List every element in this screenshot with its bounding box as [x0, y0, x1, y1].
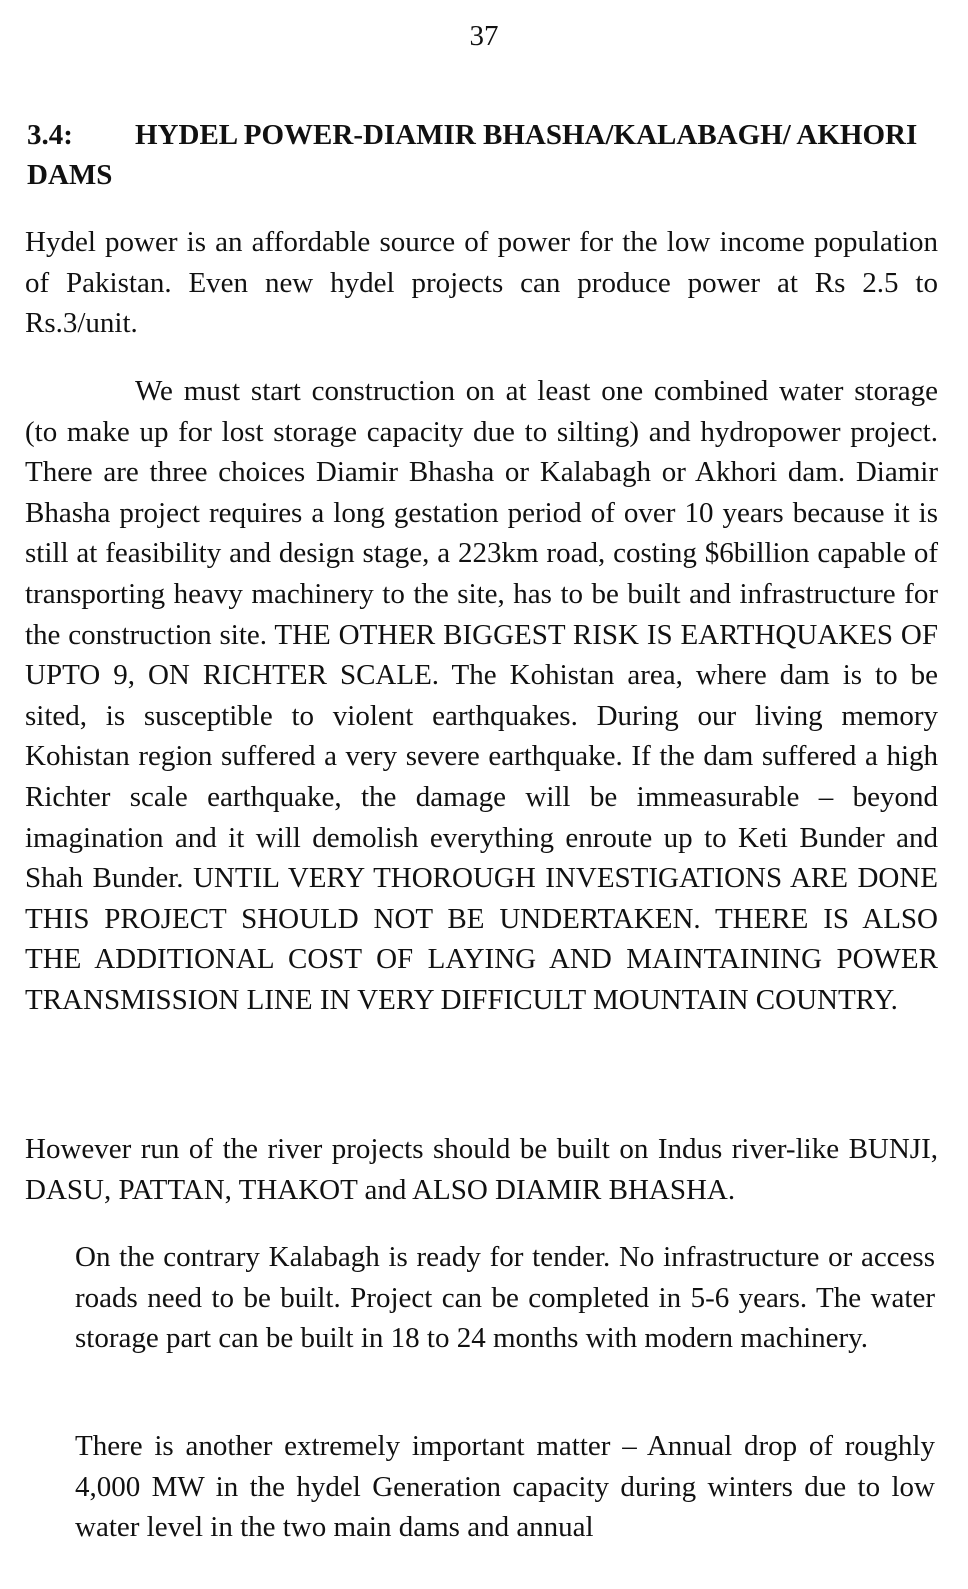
section-heading: [27, 115, 937, 195]
paragraph-annual-drop: There is another extremely important matter – Annual drop of roughly 4,000 MW in the hydel Generation capacity during winters due to low water level in the two main dams and annual: [75, 1430, 935, 1544]
section-title: HYDEL POWER-DIAMIR BHASHA/KALABAGH/ AKHORI DAMS: [27, 119, 918, 191]
section-number: 3.4:: [27, 119, 73, 151]
paragraph-hydel-affordable: Hydel power is an affordable source of power for the low income population of Pakistan. Even new hydel projects can produce power at Rs 2.5 to Rs.3/unit.: [25, 226, 938, 340]
paragraph-dam-choices: We must start construction on at least one combined water storage (to make up for lost storage capacity due to silting) and hydropower project. There are three choices Diamir Bhasha or Kalabagh or Akhori dam. Diamir Bhasha project requires a long gestation period of over 10 years because it is still at feasibility and design stage, a 223km road, costing $6billion capable of transporting heavy machinery to the site, has to be built and infrastructure for the construction site. THE OTHER BIGGEST RISK IS EARTHQUAKES OF UPTO 9, ON RICHTER SCALE. The Kohistan area, where dam is to be sited, is susceptible to violent earthquakes. During our living memory Kohistan region suffered a very severe earthquake. If the dam suffered a high Richter scale earthquake, the damage will be immeasurable – beyond imagination and it will demolish everything enroute up to Keti Bunder and Shah Bunder. UNTIL VERY THOROUGH INVESTIGATIONS ARE DONE THIS PROJECT SHOULD NOT BE UNDERTAKEN. THERE IS ALSO THE ADDITIONAL COST OF LAYING AND MAINTAINING POWER TRANSMISSION LINE IN VERY DIFFICULT MOUNTAIN COUNTRY.: [25, 375, 938, 1016]
page-number: 37: [469, 20, 499, 52]
paragraph-run-of-river: However run of the river projects should be built on Indus river-like BUNJI, DASU, PATTAN, THAKOT and ALSO DIAMIR BHASHA.: [25, 1133, 938, 1206]
paragraph-kalabagh-ready: On the contrary Kalabagh is ready for tender. No infrastructure or access roads need to be built. Project can be completed in 5-6 years. The water storage part can be built in 18 to 24 months with modern machinery.: [75, 1241, 935, 1355]
